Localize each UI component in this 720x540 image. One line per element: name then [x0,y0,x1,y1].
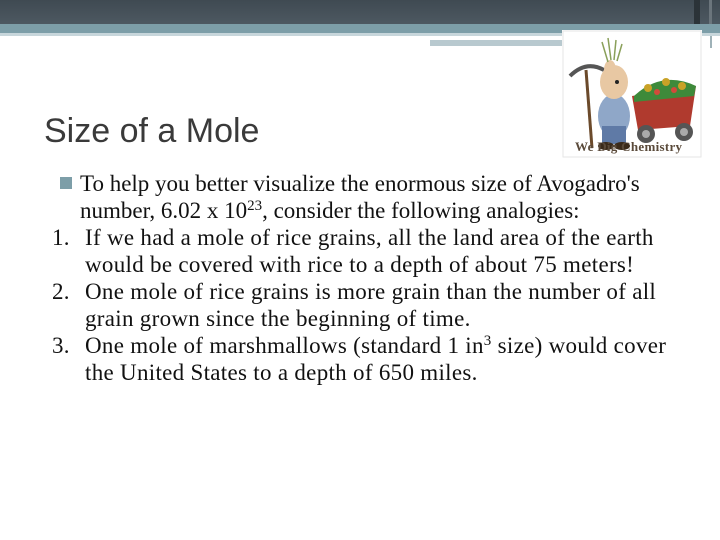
header-bar [0,0,720,24]
slide-title: Size of a Mole [44,112,260,150]
analogy-text-tail: size) would cover the United States to a depth of 650 miles. [85,333,667,385]
header-notch [694,0,700,24]
analogy-number: 3. [52,333,70,358]
corner-line [710,36,712,48]
analogy-exponent: 3 [483,333,492,349]
analogy-text: One mole of rice grains is more grain than the number of all grain grown since the beginning of time. [85,279,657,331]
intro-bullet [52,170,672,224]
analogy-text: One mole of marshmallows (standard 1 in [85,333,484,358]
header-notch-light [709,0,712,24]
analogy-text: If we had a mole of rice grains, all the land area of the earth would be covered with rice to a depth of about 75 meters! [85,225,654,277]
analogy-number: 2. [52,279,70,304]
analogy-list [52,224,672,386]
intro-text: To help you better visualize the enormous size of Avogadro's number, 6.02 x 10 [80,171,640,223]
square-bullet-icon [60,177,72,189]
analogy-item [52,278,672,332]
logo-caption: We Dig Chemistry [575,139,683,154]
intro-text-tail: , consider the following analogies: [262,198,580,223]
slide-body [52,170,672,386]
analogy-item [52,224,672,278]
intro-exponent: 23 [247,198,263,214]
analogy-number: 1. [52,225,70,250]
analogy-item [52,332,672,386]
